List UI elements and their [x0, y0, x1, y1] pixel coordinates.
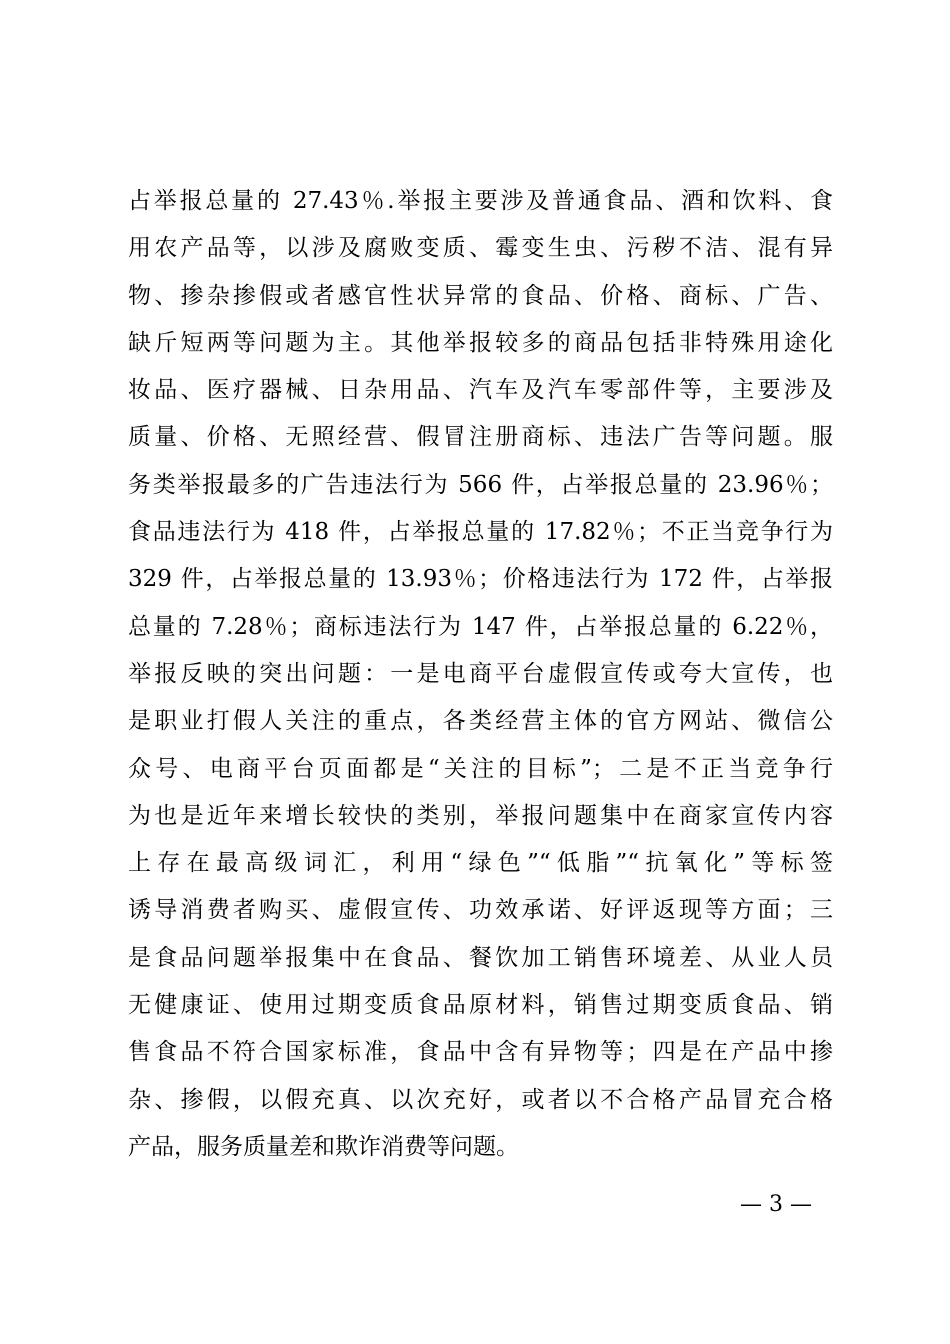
page-number: — 3 — [740, 1192, 812, 1217]
text-line: 为也是近年来增长较快的类别，举报问题集中在商家宣传内容 [128, 802, 833, 829]
text-line: 上存在最高级词汇，利用“绿色”“低脂”“抗氧化”等标签 [128, 850, 833, 877]
text-line: 总量的 7.28％；商标违法行为 147 件，占举报总量的 6.22％， [128, 613, 833, 640]
text-line: 务类举报最多的广告违法行为 566 件，占举报总量的 23.96％； [128, 471, 833, 498]
text-line: 是食品问题举报集中在食品、餐饮加工销售环境差、从业人员 [128, 944, 833, 971]
text-line: 妆品、医疗器械、日杂用品、汽车及汽车零部件等，主要涉及 [128, 377, 833, 404]
text-line: 食品违法行为 418 件，占举报总量的 17.82％；不正当竞争行为 [128, 519, 833, 546]
text-line: 用农产品等，以涉及腐败变质、霉变生虫、污秽不洁、混有异 [128, 235, 833, 262]
text-line: 质量、价格、无照经营、假冒注册商标、违法广告等问题。服 [128, 424, 833, 451]
text-line: 无健康证、使用过期变质食品原材料，销售过期变质食品、销 [128, 992, 833, 1019]
text-line: 缺斤短两等问题为主。其他举报较多的商品包括非特殊用途化 [128, 329, 833, 356]
text-line: 是职业打假人关注的重点，各类经营主体的官方网站、微信公 [128, 708, 833, 735]
text-line: 举报反映的突出问题：一是电商平台虚假宣传或夸大宣传，也 [128, 660, 833, 687]
body-text [128, 178, 833, 1171]
text-line: 杂、掺假，以假充真、以次充好，或者以不合格产品冒充合格 [128, 1086, 833, 1113]
text-line: 物、掺杂掺假或者感官性状异常的食品、价格、商标、广告、 [128, 282, 833, 309]
text-line: 329 件，占举报总量的 13.93％；价格违法行为 172 件，占举报 [128, 566, 833, 593]
text-line: 占举报总量的 27.43％.举报主要涉及普通食品、酒和饮料、食 [128, 188, 833, 214]
text-line: 售食品不符合国家标准，食品中含有异物等；四是在产品中掺 [128, 1039, 833, 1066]
text-line: 众号、电商平台页面都是“关注的目标”；二是不正当竞争行 [128, 755, 833, 782]
text-line: 诱导消费者购买、虚假宣传、功效承诺、好评返现等方面；三 [128, 897, 833, 924]
text-line: 产品，服务质量差和欺诈消费等问题。 [128, 1133, 519, 1160]
